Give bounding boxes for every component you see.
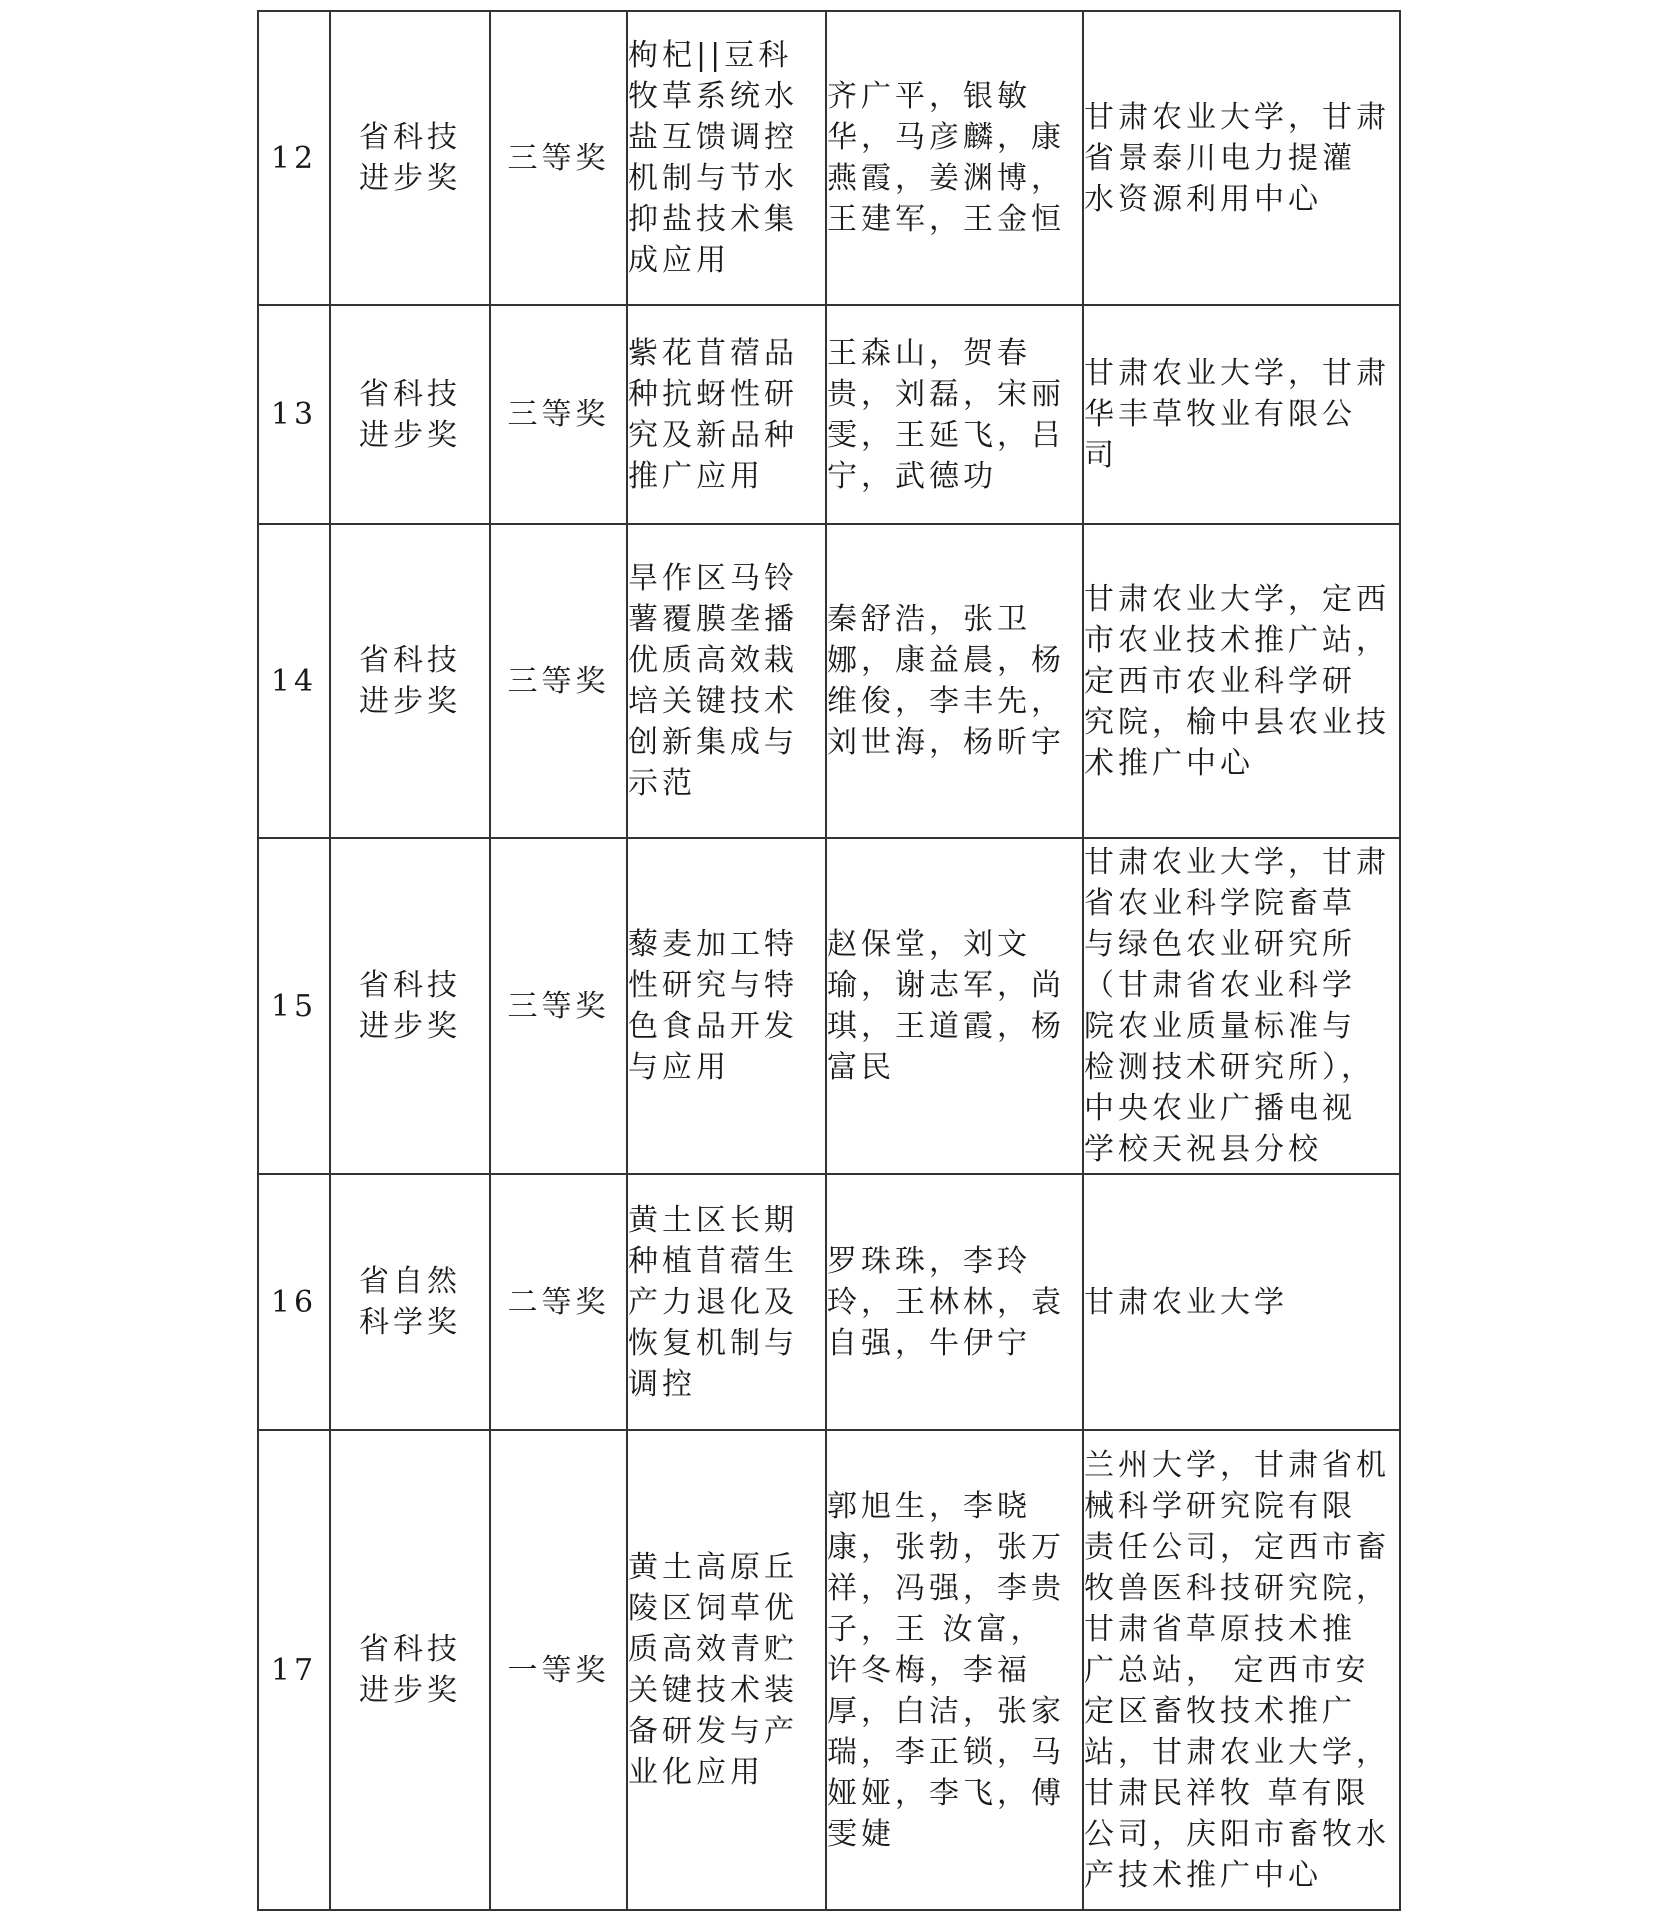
organizations: 兰州大学，甘肃省机 械科学研究院有限 责任公司，定西市畜 牧兽医科技研究院， 甘肃省草原技术推 广总站， 定西市安 定区畜牧技术推广 站，甘肃农业大学， 甘肃民祥牧 草有限 公司，庆阳市畜牧水 产技术推广中心 xyxy=(1084,1447,1390,1893)
project-name: 黄土高原丘 陵区饲草优 质高效青贮 关键技术装 备研发与产 业化应用 xyxy=(628,1550,798,1790)
table-row xyxy=(258,1174,1400,1430)
award-level: 一等奖 xyxy=(507,1652,610,1688)
award-level: 三等奖 xyxy=(507,988,610,1024)
award-level: 三等奖 xyxy=(507,663,610,699)
project-name: 枸杞||豆科 牧草系统水 盐互馈调控 机制与节水 抑盐技术集 成应用 xyxy=(628,38,798,278)
award-level: 三等奖 xyxy=(507,140,610,176)
row-number: 12 xyxy=(258,11,330,305)
table-row xyxy=(258,838,1400,1174)
table-row xyxy=(258,1430,1400,1910)
organizations: 甘肃农业大学，甘肃 省农业科学院畜草 与绿色农业研究所 （甘肃省农业科学 院农业质量标准与 检测技术研究所）， 中央农业广播电视 学校天祝县分校 xyxy=(1084,845,1390,1167)
project-name: 藜麦加工特 性研究与特 色食品开发 与应用 xyxy=(628,927,798,1085)
award-type: 省科技 进步奖 xyxy=(359,376,461,453)
organizations: 甘肃农业大学，定西 市农业技术推广站， 定西市农业科学研 究院，榆中县农业技 术推广中心 xyxy=(1084,581,1390,781)
row-number: 17 xyxy=(258,1430,330,1910)
contributors: 王森山，贺春 贵，刘磊，宋丽 雯，王延飞，吕 宁，武德功 xyxy=(827,335,1065,494)
table-row xyxy=(258,305,1400,524)
award-type: 省科技 进步奖 xyxy=(359,120,461,196)
row-number: 14 xyxy=(258,524,330,838)
award-type: 省科技 进步奖 xyxy=(359,1632,461,1708)
row-number: 16 xyxy=(258,1174,330,1430)
organizations: 甘肃农业大学，甘肃 华丰草牧业有限公 司 xyxy=(1084,356,1390,473)
awards-table xyxy=(257,10,1401,1911)
row-number: 15 xyxy=(258,838,330,1174)
project-name: 旱作区马铃 薯覆膜垄播 优质高效栽 培关键技术 创新集成与 示范 xyxy=(628,561,798,801)
contributors: 齐广平，银敏 华，马彦麟，康 燕霞，姜渊博， 王建军，王金恒 xyxy=(827,79,1065,237)
award-level: 三等奖 xyxy=(507,397,610,432)
project-name: 紫花苜蓿品 种抗蚜性研 究及新品种 推广应用 xyxy=(628,335,798,494)
award-type: 省科技 进步奖 xyxy=(359,968,461,1044)
contributors: 赵保堂，刘文 瑜，谢志军，尚 琪，王道霞，杨 富民 xyxy=(827,927,1065,1085)
contributors: 秦舒浩，张卫 娜，康益晨，杨 维俊，李丰先， 刘世海，杨昕宇 xyxy=(827,602,1065,760)
project-name: 黄土区长期 种植苜蓿生 产力退化及 恢复机制与 调控 xyxy=(628,1202,798,1402)
award-type: 省自然 科学奖 xyxy=(359,1264,461,1340)
row-number: 13 xyxy=(258,305,330,524)
table-row xyxy=(258,11,1400,305)
contributors: 郭旭生，李晓 康，张勃，张万 祥，冯强，李贵 子，王 汝富， 许冬梅，李福 厚，白洁，张家 瑞，李正锁，马 娅娅，李飞，傅 雯婕 xyxy=(827,1488,1065,1852)
award-type: 省科技 进步奖 xyxy=(359,643,461,719)
contributors: 罗珠珠，李玲 玲，王林林，袁 自强，牛伊宁 xyxy=(827,1243,1065,1361)
organizations: 甘肃农业大学，甘肃 省景泰川电力提灌 水资源利用中心 xyxy=(1084,99,1390,217)
table-row xyxy=(258,524,1400,838)
organizations: 甘肃农业大学 xyxy=(1084,1284,1288,1320)
award-level: 二等奖 xyxy=(507,1284,610,1320)
